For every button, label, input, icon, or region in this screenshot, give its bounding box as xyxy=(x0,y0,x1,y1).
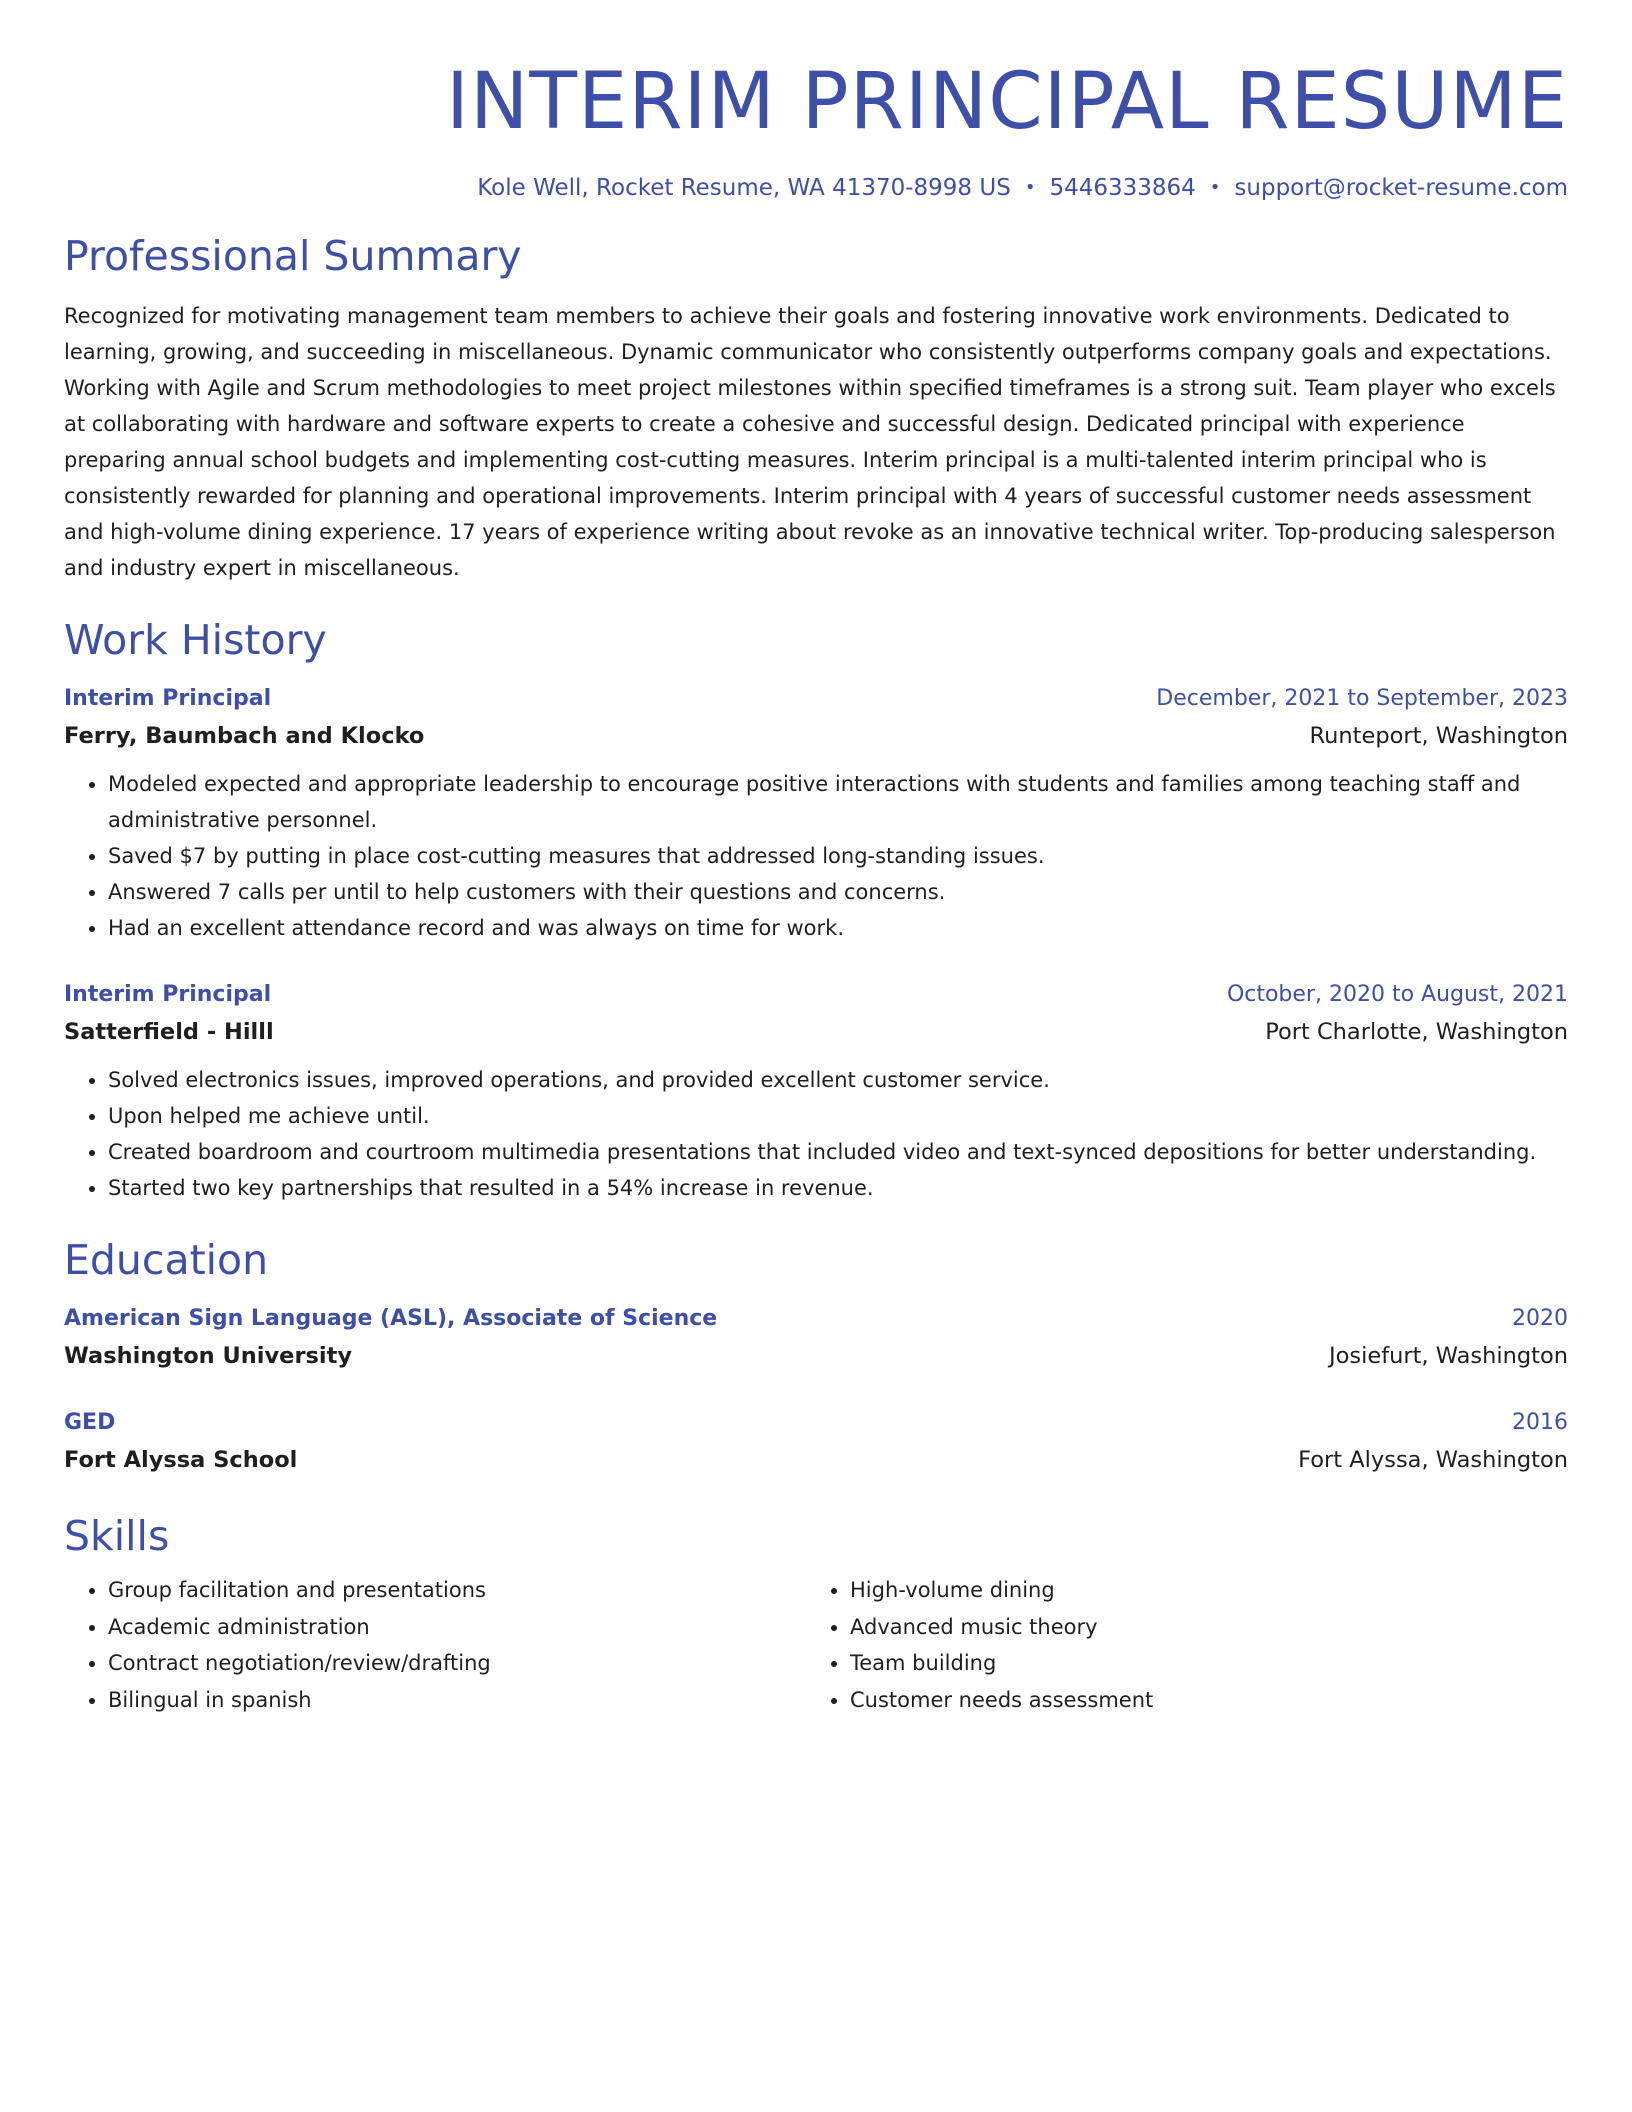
job-bullets xyxy=(64,766,1568,946)
contact-address: Kole Well, Rocket Resume, WA 41370-8998 US xyxy=(477,175,1011,201)
job-header-row xyxy=(64,978,1568,1012)
education-year: 2016 xyxy=(1512,1410,1568,1435)
skill-item: • Customer needs assessment xyxy=(850,1682,1548,1719)
skill-item: • Contract negotiation/review/drafting xyxy=(108,1645,806,1682)
education-year: 2020 xyxy=(1512,1306,1568,1331)
education-entry xyxy=(64,1302,1568,1376)
contact-separator: • xyxy=(1024,177,1036,198)
education-header-row xyxy=(64,1302,1568,1336)
education-entry xyxy=(64,1406,1568,1480)
skills-column-left xyxy=(64,1572,806,1718)
job-bullet: • Answered 7 calls per until to help customers with their questions and concerns. xyxy=(108,874,1568,910)
summary-section xyxy=(64,230,1568,586)
education-school-row xyxy=(64,1440,1568,1480)
job-location: Runteport, Washington xyxy=(1309,723,1568,749)
skill-item: • Bilingual in spanish xyxy=(108,1682,806,1719)
skill-item: • High-volume dining xyxy=(850,1572,1548,1609)
contact-email: support@rocket-resume.com xyxy=(1234,175,1568,201)
job-entry xyxy=(64,682,1568,946)
job-bullet: • Upon helped me achieve until. xyxy=(108,1098,1568,1134)
job-bullet: • Started two key partnerships that resulted in a 54% increase in revenue. xyxy=(108,1170,1568,1206)
contact-phone: 5446333864 xyxy=(1049,175,1196,201)
job-bullet: • Modeled expected and appropriate leadership to encourage positive interactions with students and families among teaching staff and administrative personnel. xyxy=(108,766,1568,838)
job-company-row xyxy=(64,716,1568,756)
education-header-row xyxy=(64,1406,1568,1440)
job-company-row xyxy=(64,1012,1568,1052)
job-dates: October, 2020 to August, 2021 xyxy=(1226,982,1568,1007)
education-degree: American Sign Language (ASL), Associate of Science xyxy=(64,1306,718,1331)
skills-grid xyxy=(64,1572,1568,1718)
skill-item: • Advanced music theory xyxy=(850,1609,1548,1646)
job-entry xyxy=(64,978,1568,1206)
skills-heading: Skills xyxy=(64,1512,170,1560)
work-history-section xyxy=(64,614,1568,1206)
resume-title: INTERIM PRINCIPAL RESUME xyxy=(446,57,1568,147)
contact-separator: • xyxy=(1209,177,1221,198)
job-dates: December, 2021 to September, 2023 xyxy=(1156,686,1568,711)
education-school: Fort Alyssa School xyxy=(64,1447,298,1473)
education-heading: Education xyxy=(64,1236,269,1284)
skill-item: • Group facilitation and presentations xyxy=(108,1572,806,1609)
skill-item: • Team building xyxy=(850,1645,1548,1682)
education-school: Washington University xyxy=(64,1343,353,1369)
job-company: Satterfield - Hilll xyxy=(64,1019,274,1045)
skill-item: • Academic administration xyxy=(108,1609,806,1646)
job-bullet: • Saved $7 by putting in place cost-cutting measures that addressed long-standing issues. xyxy=(108,838,1568,874)
education-location: Fort Alyssa, Washington xyxy=(1298,1447,1568,1473)
summary-text: Recognized for motivating management team members to achieve their goals and fostering innovative work environments. Dedicated to learning, growing, and succeeding in miscellaneous. Dynamic communicator who consistently outperforms company goals and expectations. Working with Agile and Scrum methodologies to meet project milestones within specified timeframes is a strong suit. Team player who excels at collaborating with hardware and software experts to create a cohesive and successful design. Dedicated principal with experience preparing annual school budgets and implementing cost-cutting measures. Interim principal is a multi-talented interim principal who is consistently rewarded for planning and operational improvements. Interim principal with 4 years of successful customer needs assessment and high-volume dining experience. 17 years of experience writing about revoke as an innovative technical writer. Top-producing salesperson and industry expert in miscellaneous. xyxy=(64,304,1556,580)
education-section xyxy=(64,1234,1568,1480)
job-company: Ferry, Baumbach and Klocko xyxy=(64,723,425,749)
job-bullet: • Created boardroom and courtroom multimedia presentations that included video and text-synced depositions for better understanding. xyxy=(108,1134,1568,1170)
work-history-heading: Work History xyxy=(64,616,327,664)
job-header-row xyxy=(64,682,1568,716)
job-bullet: • Solved electronics issues, improved operations, and provided excellent customer service. xyxy=(108,1062,1568,1098)
job-title: Interim Principal xyxy=(64,982,272,1007)
education-school-row xyxy=(64,1336,1568,1376)
job-bullets xyxy=(64,1062,1568,1206)
contact-line xyxy=(64,172,1568,204)
education-degree: GED xyxy=(64,1410,116,1435)
skills-column-right xyxy=(806,1572,1548,1718)
skills-section xyxy=(64,1510,1568,1718)
job-location: Port Charlotte, Washington xyxy=(1265,1019,1568,1045)
job-bullet: • Had an excellent attendance record and was always on time for work. xyxy=(108,910,1568,946)
job-title: Interim Principal xyxy=(64,686,272,711)
summary-heading: Professional Summary xyxy=(64,232,522,280)
education-location: Josiefurt, Washington xyxy=(1329,1343,1568,1369)
